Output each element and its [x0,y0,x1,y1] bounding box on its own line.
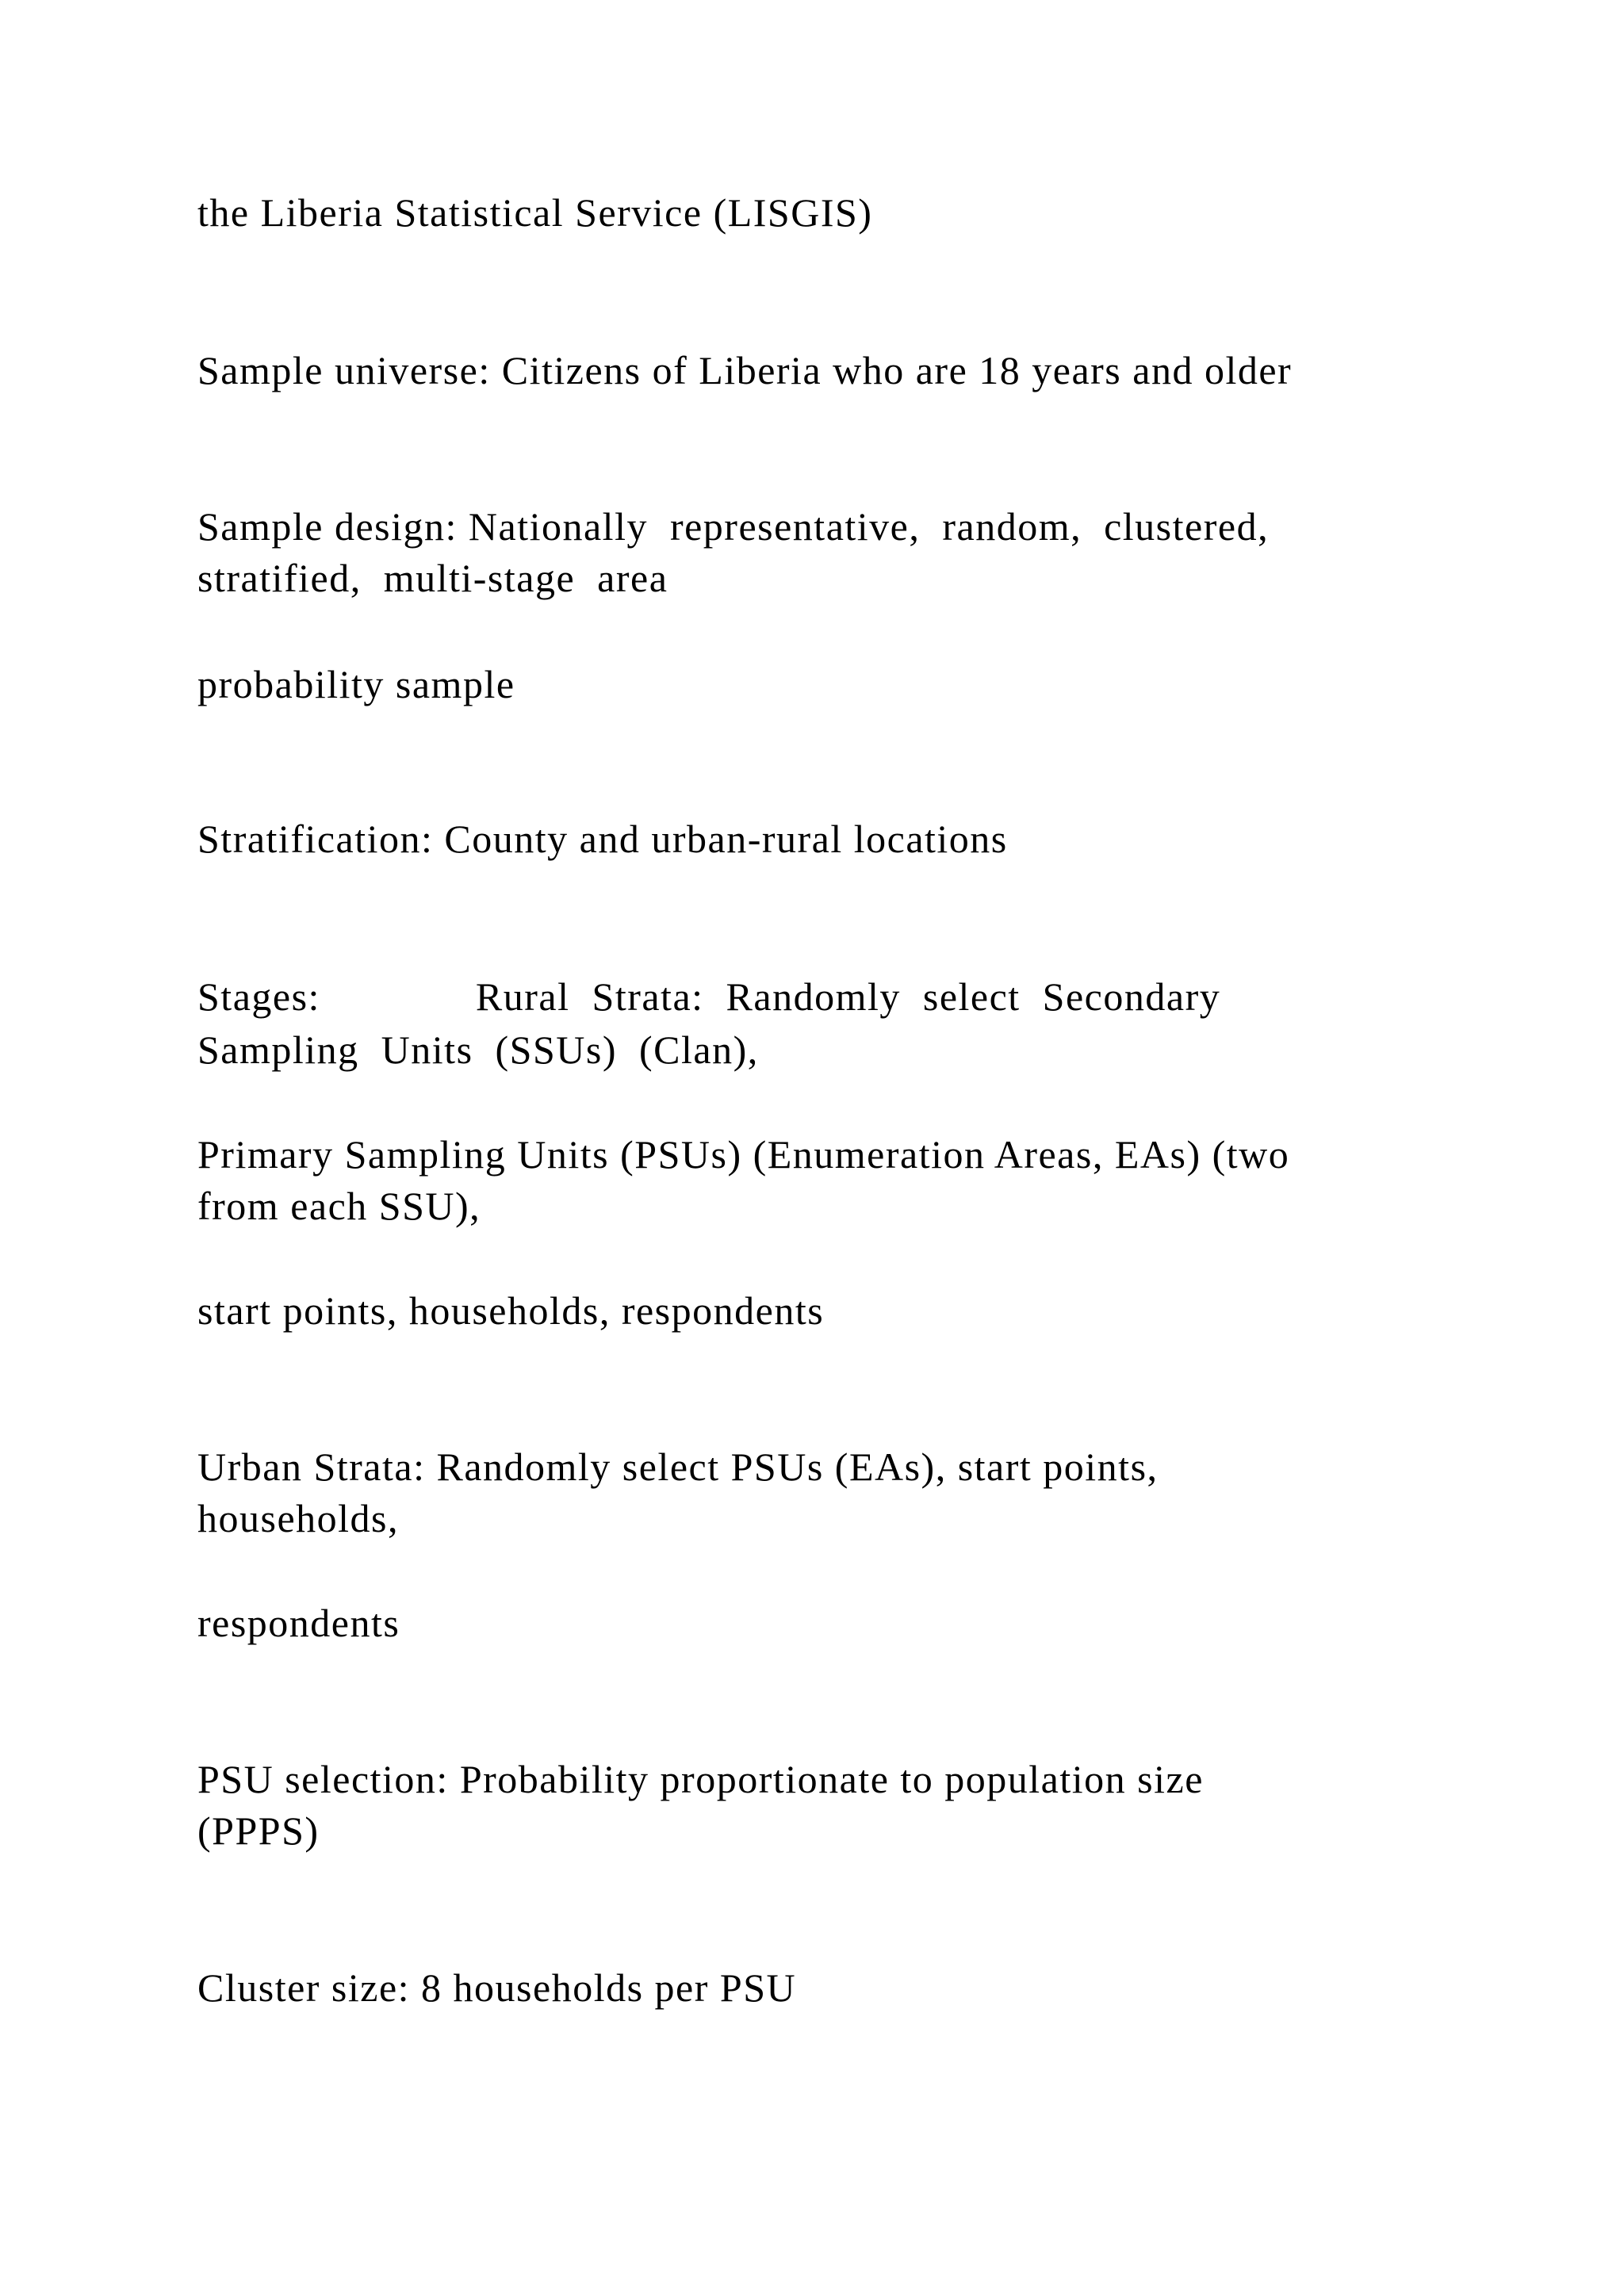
sample-design-line-1: Sample design: Nationally representative, random, clustered, [197,504,1270,549]
urban-strata-line-1: Urban Strata: Randomly select PSUs (EAs), start points, [197,1445,1159,1489]
urban-strata-line-3: respondents [197,1601,400,1645]
psu-selection-line-2: (PPPS) [197,1808,320,1853]
sample-design-line-2: stratified, multi-stage area [197,556,668,600]
stages-start-points-line: start points, households, respondents [197,1288,825,1333]
stratification-line: Stratification: County and urban-rural locations [197,817,1008,861]
sample-universe-line: Sample universe: Citizens of Liberia who are 18 years and older [197,348,1293,392]
stages-psu-line-2: from each SSU), [197,1184,481,1228]
psu-selection-line-1: PSU selection: Probability proportionate to population size [197,1757,1204,1801]
source-line: the Liberia Statistical Service (LISGIS) [197,190,873,235]
stages-line-1: Stages: Rural Strata: Randomly select Secondary [197,974,1221,1019]
cluster-size-line: Cluster size: 8 households per PSU [197,1965,797,2010]
stages-line-2: Sampling Units (SSUs) (Clan), [197,1027,759,1072]
stages-psu-line-1: Primary Sampling Units (PSUs) (Enumeration Areas, EAs) (two [197,1132,1290,1177]
sample-design-line-3: probability sample [197,662,515,706]
urban-strata-line-2: households, [197,1496,399,1540]
